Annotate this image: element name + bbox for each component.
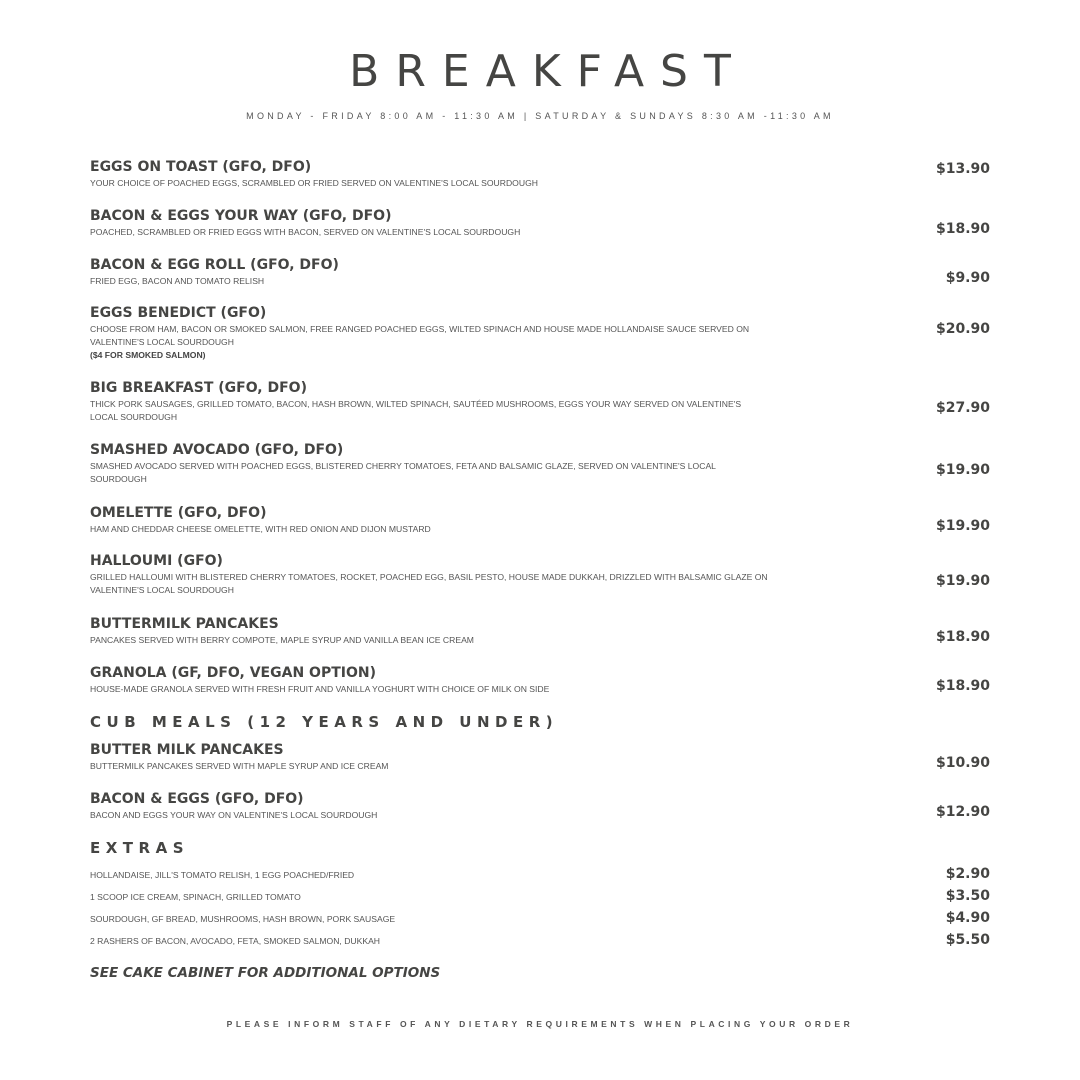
item-description: YOUR CHOICE OF POACHED EGGS, SCRAMBLED OR FRIED SERVED ON VALENTINE'S LOCAL SOURDOUGH xyxy=(90,178,538,188)
menu-item xyxy=(90,790,990,822)
extra-item-price: $4.90 xyxy=(945,910,990,926)
item-price: $9.90 xyxy=(945,270,990,286)
extra-item-description: HOLLANDAISE, JILL'S TOMATO RELISH, 1 EGG POACHED/FRIED xyxy=(90,870,355,880)
item-price: $19.90 xyxy=(935,518,990,534)
item-description: HAM AND CHEDDAR CHEESE OMELETTE, WITH RED ONION AND DIJON MUSTARD xyxy=(90,524,431,534)
item-price: $13.90 xyxy=(935,161,990,177)
item-name: GRANOLA (GF, DFO, VEGAN OPTION) xyxy=(90,665,376,681)
item-price: $10.90 xyxy=(935,755,990,771)
menu-item xyxy=(90,158,990,190)
menu-item xyxy=(90,615,990,647)
item-price: $18.90 xyxy=(935,678,990,694)
item-price: $19.90 xyxy=(935,573,990,589)
item-price: $27.90 xyxy=(935,400,990,416)
cake-cabinet-note: SEE CAKE CABINET FOR ADDITIONAL OPTIONS xyxy=(90,965,441,981)
menu-item xyxy=(90,304,990,362)
item-name: EGGS ON TOAST (GFO, DFO) xyxy=(90,159,312,175)
item-description: BUTTERMILK PANCAKES SERVED WITH MAPLE SYRUP AND ICE CREAM xyxy=(90,761,389,771)
item-note: ($4 FOR SMOKED SALMON) xyxy=(90,350,206,360)
item-description: PANCAKES SERVED WITH BERRY COMPOTE, MAPLE SYRUP AND VANILLA BEAN ICE CREAM xyxy=(90,635,474,645)
item-price: $18.90 xyxy=(935,629,990,645)
menu-item xyxy=(90,664,990,696)
item-description: FRIED EGG, BACON AND TOMATO RELISH xyxy=(90,276,265,286)
item-description: CHOOSE FROM HAM, BACON OR SMOKED SALMON, FREE RANGED POACHED EGGS, WILTED SPINACH AND HOUSE MADE HOLLANDAISE SAUCE SERVED ON VALENTINE'S LOCAL SOURDOUGH xyxy=(90,324,750,347)
menu-item xyxy=(90,504,990,536)
item-description: POACHED, SCRAMBLED OR FRIED EGGS WITH BACON, SERVED ON VALENTINE'S LOCAL SOURDOUGH xyxy=(90,227,521,237)
item-name: BIG BREAKFAST (GFO, DFO) xyxy=(90,380,307,396)
extra-item-price: $5.50 xyxy=(945,932,990,948)
item-name: OMELETTE (GFO, DFO) xyxy=(90,505,267,521)
extra-item-description: SOURDOUGH, GF BREAD, MUSHROOMS, HASH BROWN, PORK SAUSAGE xyxy=(90,914,396,924)
item-price: $20.90 xyxy=(935,321,990,337)
item-description: THICK PORK SAUSAGES, GRILLED TOMATO, BACON, HASH BROWN, WILTED SPINACH, SAUTÉED MUSHROOMS, EGGS YOUR WAY SERVED ON VALENTINE'S LOCAL SOURDOUGH xyxy=(90,399,742,422)
item-name: BUTTERMILK PANCAKES xyxy=(90,616,279,632)
item-name: BACON & EGG ROLL (GFO, DFO) xyxy=(90,257,339,273)
item-description: HOUSE-MADE GRANOLA SERVED WITH FRESH FRUIT AND VANILLA YOGHURT WITH CHOICE OF MILK ON SIDE xyxy=(90,684,550,694)
item-name: SMASHED AVOCADO (GFO, DFO) xyxy=(90,442,344,458)
item-description: GRILLED HALLOUMI WITH BLISTERED CHERRY TOMATOES, ROCKET, POACHED EGG, BASIL PESTO, HOUSE MADE DUKKAH, DRIZZLED WITH BALSAMIC GLAZE ON VALENTINE'S LOCAL SOURDOUGH xyxy=(90,572,768,595)
menu-item xyxy=(90,207,990,239)
menu-item xyxy=(90,552,990,597)
section-heading-extras: EXTRAS xyxy=(90,839,190,857)
item-price: $19.90 xyxy=(935,462,990,478)
section-heading-cub-meals: CUB MEALS (12 YEARS AND UNDER) xyxy=(90,713,559,731)
item-name: BACON & EGGS (GFO, DFO) xyxy=(90,791,304,807)
page-title: BREAKFAST xyxy=(349,46,747,97)
item-description: SMASHED AVOCADO SERVED WITH POACHED EGGS, BLISTERED CHERRY TOMATOES, FETA AND BALSAMIC GLAZE, SERVED ON VALENTINE'S LOCAL SOURDOUGH xyxy=(90,461,716,484)
extra-item-description: 1 SCOOP ICE CREAM, SPINACH, GRILLED TOMATO xyxy=(90,892,301,902)
item-name: BUTTER MILK PANCAKES xyxy=(90,742,284,758)
opening-hours: MONDAY - FRIDAY 8:00 AM - 11:30 AM | SATURDAY & SUNDAYS 8:30 AM -11:30 AM xyxy=(246,111,834,121)
extra-item-price: $2.90 xyxy=(945,866,990,882)
menu-item xyxy=(90,256,990,288)
item-name: EGGS BENEDICT (GFO) xyxy=(90,305,267,321)
item-price: $18.90 xyxy=(935,221,990,237)
item-price: $12.90 xyxy=(935,804,990,820)
item-name: BACON & EGGS YOUR WAY (GFO, DFO) xyxy=(90,208,392,224)
menu-item xyxy=(90,741,990,773)
dietary-requirements-footer: PLEASE INFORM STAFF OF ANY DIETARY REQUIREMENTS WHEN PLACING YOUR ORDER xyxy=(226,1019,854,1029)
menu-item xyxy=(90,379,990,424)
extra-item-price: $3.50 xyxy=(945,888,990,904)
item-name: HALLOUMI (GFO) xyxy=(90,553,223,569)
item-description: BACON AND EGGS YOUR WAY ON VALENTINE'S LOCAL SOURDOUGH xyxy=(90,810,378,820)
menu-item xyxy=(90,441,990,486)
extra-item-description: 2 RASHERS OF BACON, AVOCADO, FETA, SMOKED SALMON, DUKKAH xyxy=(90,936,381,946)
